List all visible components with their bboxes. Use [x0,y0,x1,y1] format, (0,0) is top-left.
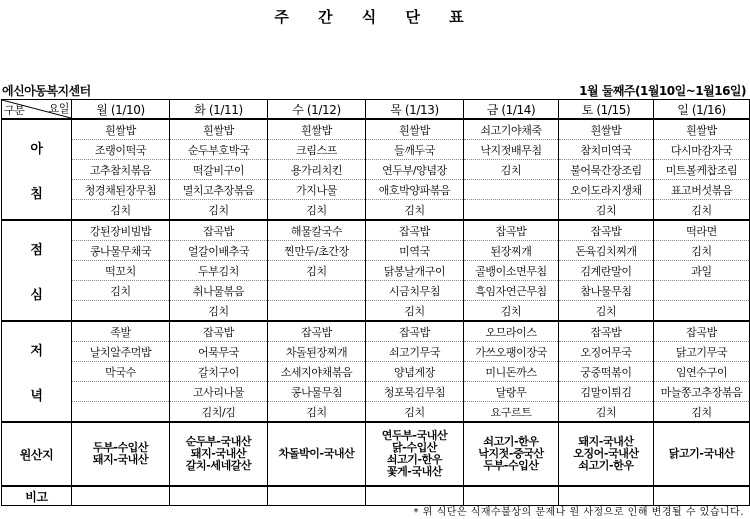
meal-label [2,321,72,422]
menu-item: 참나물무침 [559,281,654,301]
menu-item: 김치 [268,200,366,221]
menu-item: 잡곡밥 [559,321,654,342]
menu-item: 김치 [72,281,170,301]
day-header: 화 (1/11) [170,100,268,120]
menu-item: 찐만두/초간장 [268,241,366,261]
meal-row [2,160,750,180]
menu-item: 김치 [366,402,464,423]
menu-item: 잡곡밥 [170,321,268,342]
meal-label-bottom: 녁 [30,388,43,404]
menu-item: 떡갈비구이 [170,160,268,180]
menu-item: 김치 [268,402,366,423]
menu-item: 크림스프 [268,140,366,160]
menu-item: 취나물볶음 [170,281,268,301]
meal-row [2,402,750,423]
menu-item: 청경채된장무침 [72,180,170,200]
menu-item: 골뱅이소면무침 [464,261,559,281]
menu-item [72,382,170,402]
menu-item: 용가리치킨 [268,160,366,180]
day-header: 금 (1/14) [464,100,559,120]
meal-body [2,119,750,422]
menu-item: 닭고기무국 [654,342,750,362]
day-header: 토 (1/15) [559,100,654,120]
menu-item: 임연수구이 [654,362,750,382]
weekly-menu-table [1,99,750,506]
menu-item: 김치 [559,200,654,221]
menu-item: 김치 [559,301,654,322]
menu-item: 날치알주먹밥 [72,342,170,362]
note-label: 비고 [2,486,72,506]
menu-item: 해물칼국수 [268,220,366,241]
menu-item: 가쓰오팽이장국 [464,342,559,362]
menu-item: 오므라이스 [464,321,559,342]
menu-item: 달랑무 [464,382,559,402]
menu-item: 흑임자연근무침 [464,281,559,301]
menu-item [72,301,170,322]
menu-item: 김치 [464,301,559,322]
menu-item: 멸치고추장볶음 [170,180,268,200]
menu-item: 잡곡밥 [654,321,750,342]
menu-item [72,402,170,423]
menu-item: 김계란말이 [559,261,654,281]
menu-item: 김치 [268,261,366,281]
menu-item: 흰쌀밥 [72,119,170,140]
meal-row [2,321,750,342]
menu-item: 김치 [170,301,268,322]
menu-item: 잡곡밥 [268,321,366,342]
meal-label-bottom: 심 [30,287,43,303]
menu-item: 김치 [654,200,750,221]
menu-item: 두부김치 [170,261,268,281]
menu-item: 연두부/양념장 [366,160,464,180]
menu-item: 고추참치볶음 [72,160,170,180]
menu-item [268,281,366,301]
menu-item: 김치/김 [170,402,268,423]
menu-item: 콩나물무채국 [72,241,170,261]
meal-row [2,119,750,140]
menu-item: 소세지야채볶음 [268,362,366,382]
menu-item: 잡곡밥 [559,220,654,241]
menu-item [268,301,366,322]
menu-item: 흰쌀밥 [366,119,464,140]
week-label: 1월 둘째주(1월10일~1월16일) [579,84,746,98]
meal-row [2,301,750,322]
menu-item: 불어묵간장조림 [559,160,654,180]
meal-label-top: 저 [30,343,43,359]
meal-row [2,220,750,241]
menu-item: 낙지젓배무침 [464,140,559,160]
menu-item: 표고버섯볶음 [654,180,750,200]
note-cell [72,486,170,506]
meal-row [2,382,750,402]
menu-item: 쇠고기무국 [366,342,464,362]
meal-row [2,362,750,382]
menu-item: 닭봉날개구이 [366,261,464,281]
menu-item: 김치 [654,241,750,261]
menu-item: 요구르트 [464,402,559,423]
origin-label: 원산지 [2,422,72,486]
menu-item: 강된장비빔밥 [72,220,170,241]
corner-category-label: 구분 [4,104,25,117]
menu-item: 떡라면 [654,220,750,241]
origin-cell: 닭고기-국내산 [654,422,750,486]
menu-item: 떡꼬치 [72,261,170,281]
menu-item: 미역국 [366,241,464,261]
menu-item: 양념게장 [366,362,464,382]
day-header-row [2,100,750,120]
menu-item: 참치미역국 [559,140,654,160]
menu-item: 고사리나물 [170,382,268,402]
page-title: 주 간 식 단 표 [274,8,476,26]
meal-row [2,241,750,261]
menu-item: 김말이튀김 [559,382,654,402]
menu-item: 다시마감자국 [654,140,750,160]
menu-item: 마늘쫑고추장볶음 [654,382,750,402]
origin-cell: 연두부-국내산 닭-수입산 쇠고기-한우 꽃게-국내산 [366,422,464,486]
day-header: 수 (1/12) [268,100,366,120]
menu-item [654,281,750,301]
menu-item: 김치 [170,200,268,221]
origin-row [2,422,750,486]
meal-label [2,220,72,321]
meal-label-bottom: 침 [30,186,43,202]
menu-item: 얼갈이배추국 [170,241,268,261]
day-header: 목 (1/13) [366,100,464,120]
origin-cell: 두부-수입산 돼지-국내산 [72,422,170,486]
menu-item: 잡곡밥 [170,220,268,241]
menu-item: 과일 [654,261,750,281]
menu-item: 잡곡밥 [366,321,464,342]
menu-item: 차돌된장찌개 [268,342,366,362]
center-name: 에신아동복지센터 [2,84,91,98]
menu-item: 갈치구이 [170,362,268,382]
meal-row [2,261,750,281]
note-cell [268,486,366,506]
meal-row [2,342,750,362]
menu-item: 김치 [366,200,464,221]
day-header: 일 (1/16) [654,100,750,120]
menu-item: 쇠고기야채죽 [464,119,559,140]
menu-item: 흰쌀밥 [654,119,750,140]
menu-item: 돈육김치찌개 [559,241,654,261]
menu-item: 오이도라지생채 [559,180,654,200]
corner-day-label: 요일 [48,102,69,115]
menu-item: 미니돈까스 [464,362,559,382]
footer-note: * 위 식단은 식재수불상의 문제나 원 사정으로 인해 변경될 수 있습니다. [413,507,744,518]
menu-item: 잡곡밥 [464,220,559,241]
meal-row [2,281,750,301]
menu-item: 콩나물무침 [268,382,366,402]
menu-item: 미트볼케찹조림 [654,160,750,180]
menu-item [654,301,750,322]
menu-item: 오징어무국 [559,342,654,362]
menu-item [464,180,559,200]
menu-item [464,200,559,221]
menu-item: 김치 [464,160,559,180]
menu-item: 시금치무침 [366,281,464,301]
menu-item: 어묵무국 [170,342,268,362]
day-header: 월 (1/10) [72,100,170,120]
meal-row [2,140,750,160]
menu-item: 흰쌀밥 [559,119,654,140]
menu-item: 궁중떡볶이 [559,362,654,382]
menu-item: 애호박양파볶음 [366,180,464,200]
menu-item: 청포묵김무침 [366,382,464,402]
menu-item: 잡곡밥 [366,220,464,241]
meal-row [2,180,750,200]
menu-item: 김치 [654,402,750,423]
menu-item: 막국수 [72,362,170,382]
menu-item: 김치 [72,200,170,221]
origin-cell: 쇠고기-한우 낙지젓-중국산 두부-수입산 [464,422,559,486]
menu-item: 김치 [366,301,464,322]
meal-row [2,200,750,221]
meal-label [2,119,72,220]
menu-item: 흰쌀밥 [268,119,366,140]
meal-label-top: 아 [30,141,43,157]
menu-item: 들깨두국 [366,140,464,160]
origin-cell: 순두부-국내산 돼지-국내산 갈치-세네갈산 [170,422,268,486]
menu-item: 순두부호박국 [170,140,268,160]
origin-cell: 차돌박이-국내산 [268,422,366,486]
note-cell [170,486,268,506]
menu-item: 흰쌀밥 [170,119,268,140]
menu-item: 된장찌개 [464,241,559,261]
origin-cell: 돼지-국내산 오징어-국내산 쇠고기-한우 [559,422,654,486]
menu-item: 가지나물 [268,180,366,200]
menu-item: 김치 [559,402,654,423]
corner-header [2,100,72,120]
menu-item: 족발 [72,321,170,342]
menu-item: 조랭이떡국 [72,140,170,160]
meal-label-top: 점 [30,242,43,258]
